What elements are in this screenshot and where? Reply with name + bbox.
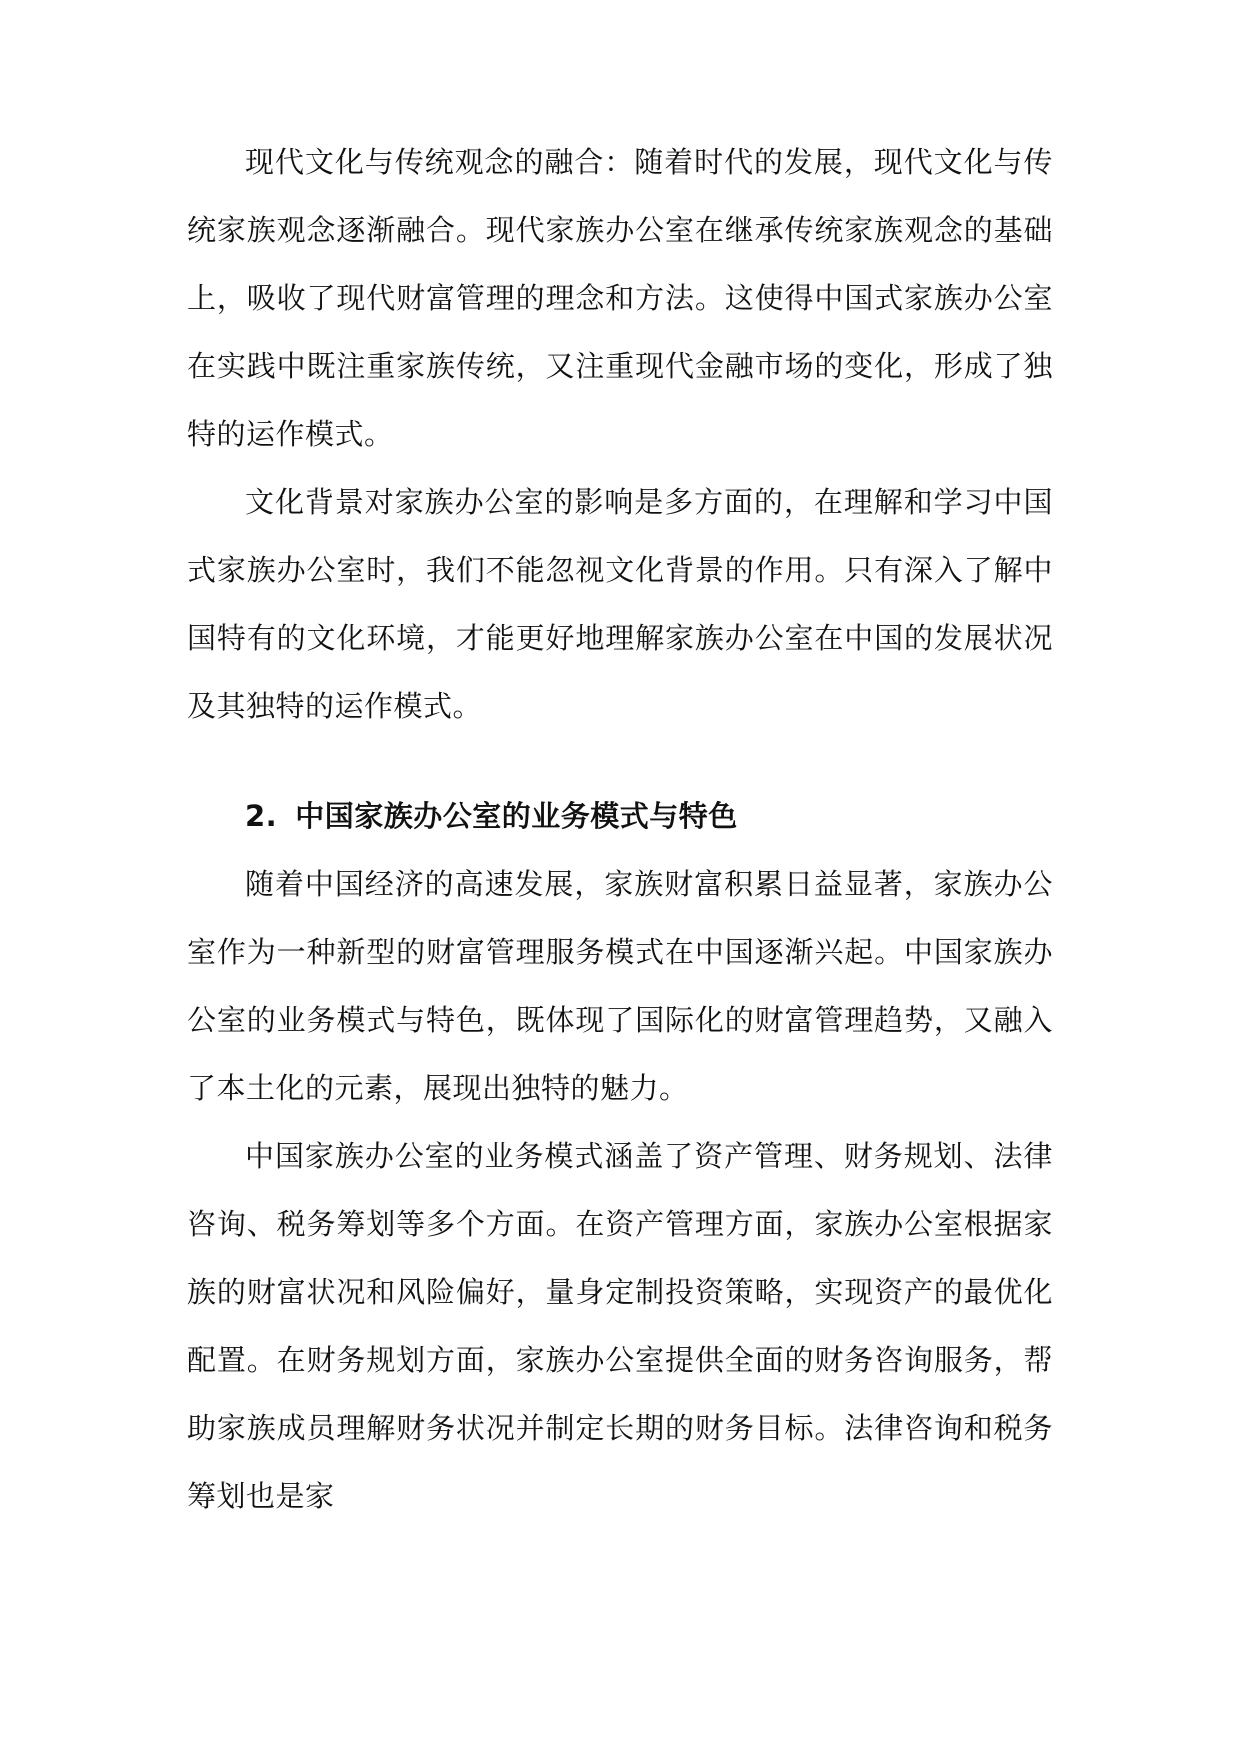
section-title: 中国家族办公室的业务模式与特色 bbox=[295, 799, 738, 833]
document-body bbox=[187, 128, 1053, 1530]
section-number: 2. bbox=[245, 799, 278, 833]
paragraph-business-model: 中国家族办公室的业务模式涵盖了资产管理、财务规划、法律咨询、税务筹划等多个方面。在资产管理方面，家族办公室根据家族的财富状况和风险偏好，量身定制投资策略，实现资产的最优化配置。在财务规划方面，家族办公室提供全面的财务咨询服务，帮助家族成员理解财务状况并制定长期的财务目标。法律咨询和税务筹划也是家 bbox=[187, 1139, 1053, 1513]
paragraph-rise-of-family-office: 随着中国经济的高速发展，家族财富积累日益显著，家族办公室作为一种新型的财富管理服务模式在中国逐渐兴起。中国家族办公室的业务模式与特色，既体现了国际化的财富管理趋势，又融入了本土化的元素，展现出独特的魅力。 bbox=[187, 867, 1053, 1105]
section-heading bbox=[187, 782, 1053, 850]
paragraph-cultural-background: 文化背景对家族办公室的影响是多方面的，在理解和学习中国式家族办公室时，我们不能忽视文化背景的作用。只有深入了解中国特有的文化环境，才能更好地理解家族办公室在中国的发展状况及其独特的运作模式。 bbox=[187, 485, 1053, 723]
paragraph-culture-fusion: 现代文化与传统观念的融合：随着时代的发展，现代文化与传统家族观念逐渐融合。现代家族办公室在继承传统家族观念的基础上，吸收了现代财富管理的理念和方法。这使得中国式家族办公室在实践中既注重家族传统，又注重现代金融市场的变化，形成了独特的运作模式。 bbox=[187, 145, 1053, 451]
